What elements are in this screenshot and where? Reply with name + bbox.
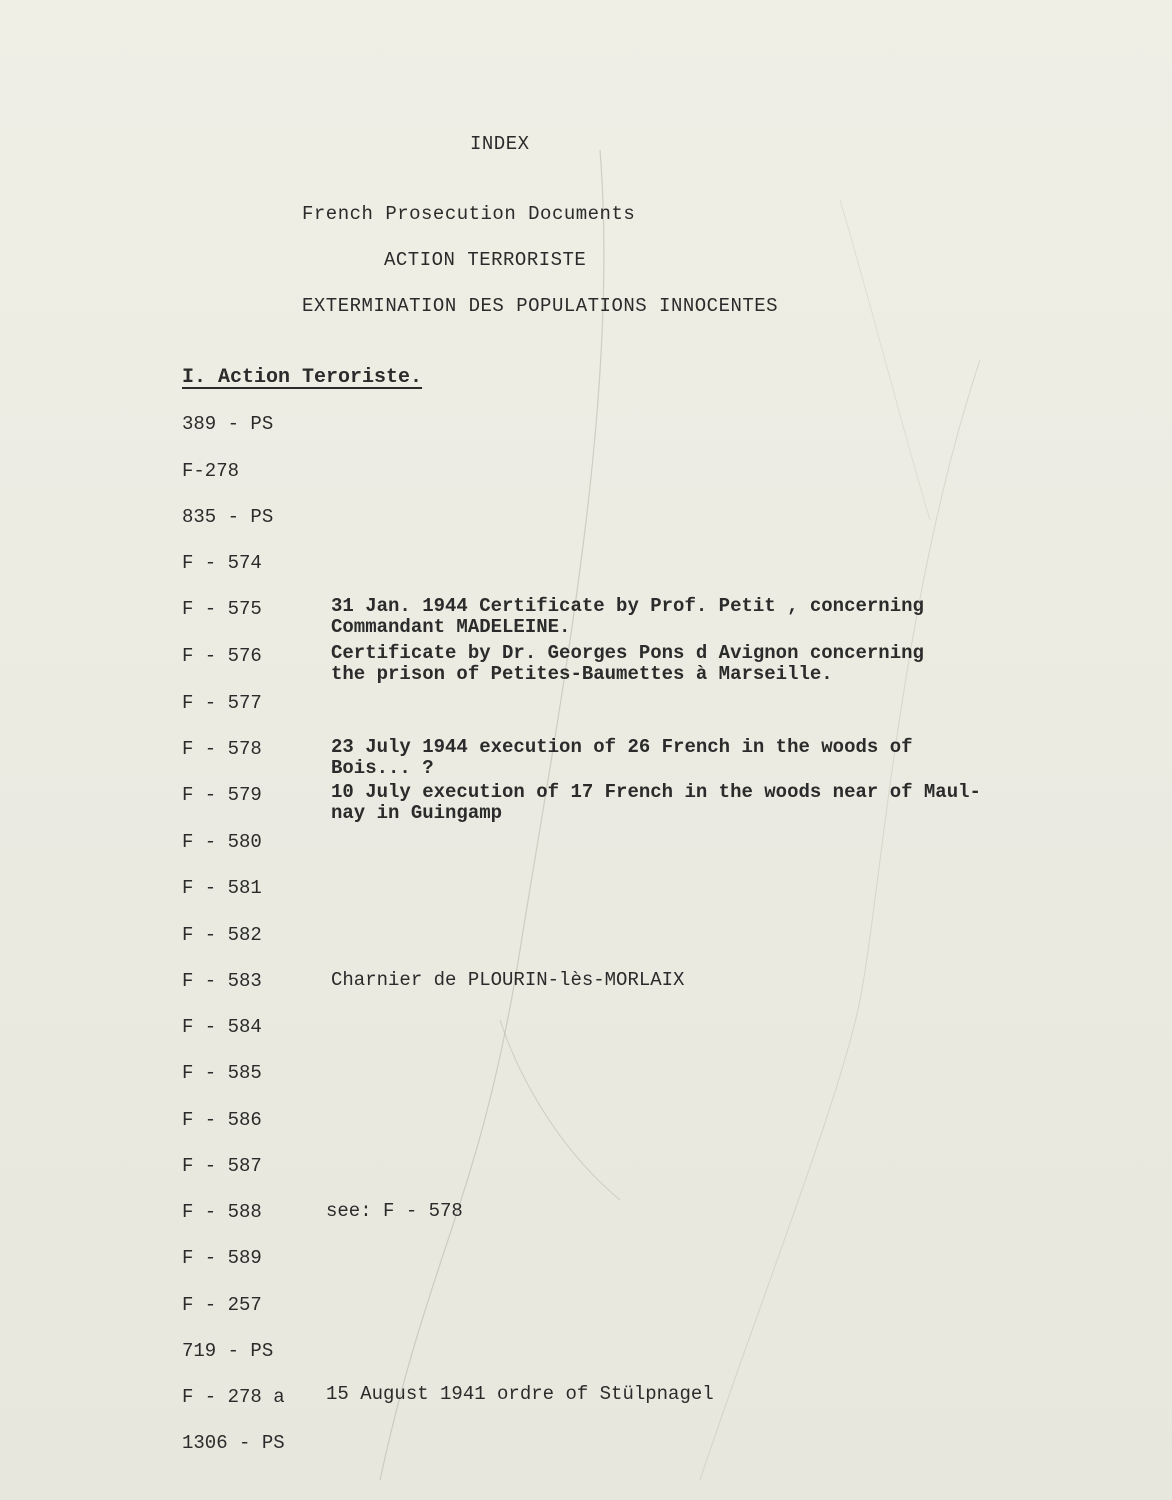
entry-code: 1306 - PS <box>182 1432 285 1454</box>
entry-description-line: 31 Jan. 1944 Certificate by Prof. Petit , concerning <box>331 595 924 617</box>
entry-code: 719 - PS <box>182 1340 274 1362</box>
entry-code: F - 583 <box>182 970 262 992</box>
entry-code: F - 586 <box>182 1109 262 1131</box>
entry-code: 389 - PS <box>182 413 274 435</box>
entry-description-line: 15 August 1941 ordre of Stülpnagel <box>326 1383 714 1405</box>
entry-code: F - 579 <box>182 784 262 806</box>
index-title: INDEX <box>470 133 530 155</box>
entry-code: F - 578 <box>182 738 262 760</box>
entry-description-line: Commandant MADELEINE. <box>331 616 571 638</box>
entry-description <box>331 782 981 824</box>
entry-code: F - 588 <box>182 1201 262 1223</box>
entry-description <box>331 643 924 685</box>
entry-code: F - 587 <box>182 1155 262 1177</box>
entry-code: F - 582 <box>182 924 262 946</box>
entry-description <box>331 596 924 638</box>
entry-description <box>326 1201 463 1222</box>
entry-description-line: nay in Guingamp <box>331 802 503 824</box>
document-topic-secondary: EXTERMINATION DES POPULATIONS INNOCENTES <box>302 295 779 317</box>
document-subtitle: French Prosecution Documents <box>302 203 636 225</box>
entry-code: F - 580 <box>182 831 262 853</box>
entry-code: F - 576 <box>182 645 262 667</box>
entry-description-line: 10 July execution of 17 French in the woods near of Maul- <box>331 781 981 803</box>
entry-code: F - 574 <box>182 552 262 574</box>
entry-description <box>331 970 684 991</box>
entry-description-line: 23 July 1944 execution of 26 French in the woods of <box>331 736 913 758</box>
entry-code: F - 257 <box>182 1294 262 1316</box>
document-topic: ACTION TERRORISTE <box>384 249 587 271</box>
entry-code: F - 584 <box>182 1016 262 1038</box>
entry-description <box>331 737 913 779</box>
entry-code: F - 581 <box>182 877 262 899</box>
entry-code: F - 589 <box>182 1247 262 1269</box>
entry-description-line: Certificate by Dr. Georges Pons d Avignon concerning <box>331 642 924 664</box>
entry-description-line: Charnier de PLOURIN-lès-MORLAIX <box>331 969 685 991</box>
entry-code: F - 575 <box>182 598 262 620</box>
entry-code: F - 585 <box>182 1062 262 1084</box>
entry-description <box>326 1384 714 1405</box>
section-heading: I. Action Teroriste. <box>182 366 423 389</box>
entry-description-line: Bois... ? <box>331 757 434 779</box>
entry-description-line: see: F - 578 <box>326 1200 463 1222</box>
entry-code: F - 278 a <box>182 1386 285 1408</box>
entry-description-line: the prison of Petites-Baumettes à Marseille. <box>331 663 833 685</box>
entry-code: 835 - PS <box>182 506 274 528</box>
entry-code: F-278 <box>182 460 240 482</box>
entry-code: F - 577 <box>182 692 262 714</box>
